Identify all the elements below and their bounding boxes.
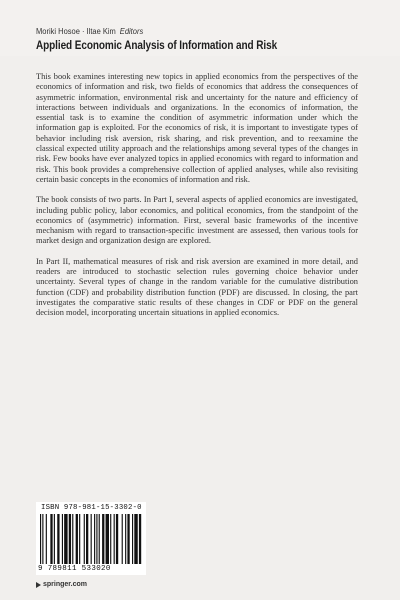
blurb-paragraph-2: The book consists of two parts. In Part I, several aspects of applied economics are investigated, including public policy, labor economics, and political economics, from the standpoint of the economics of (asymmetric) information. First, several basic frameworks of the incentive mechanism with regard to transaction-specific investment are assessed, then various tools for market design and organization design are explored. — [36, 195, 358, 246]
arrow-right-icon — [36, 582, 41, 588]
blurb-paragraph-1: This book examines interesting new topics in applied economics from the perspectives of the economics of information and risk, two fields of economics that address the consequences of asymmetric information, environmental risk and uncertainty for the nature and efficiency of interactions between individuals and organizations. In the economics of information, the essential task is to examine the condition of asymmetric information under which the information gap is exploited. For the economics of risk, it is important to investigate types of behavior including risk aversion, risk sharing, and risk prevention, and to reexamine the classical expected utility approach and the relationships among several types of the changes in risk. Few books have ever analyzed topics in applied economics with regard to information and risk. This book provides a comprehensive collection of applied analyses, while also revisiting certain basic concepts in the economics of information and risk. — [36, 72, 358, 184]
publisher-line — [36, 581, 87, 588]
editors-line — [36, 27, 143, 36]
barcode-digits: 9 789811 533020 — [38, 565, 111, 573]
blurb-text — [36, 72, 358, 329]
book-title: Applied Economic Analysis of Information and Risk — [36, 38, 278, 52]
barcode-image — [40, 514, 142, 564]
editors-label: Editors — [119, 27, 144, 36]
isbn-barcode-block — [36, 502, 146, 575]
blurb-paragraph-3: In Part II, mathematical measures of risk and risk aversion are examined in more detail, and readers are introduced to stochastic selection rules governing choice behavior under uncertainty. Several types of change in the random variable for the cumulative distribution function (CDF) and probability distribution function (PDF) are discussed. In closing, the part investigates the comparative static results of these changes in CDF or PDF on the general decision model, incorporating uncertain situations in applied economics. — [36, 256, 358, 318]
isbn-label: ISBN 978-981-15-3302-0 — [41, 504, 142, 512]
cover-header — [0, 0, 400, 56]
editor-names: Moriki Hosoe · Iltae Kim — [36, 27, 116, 36]
publisher-url: springer.com — [43, 581, 87, 588]
